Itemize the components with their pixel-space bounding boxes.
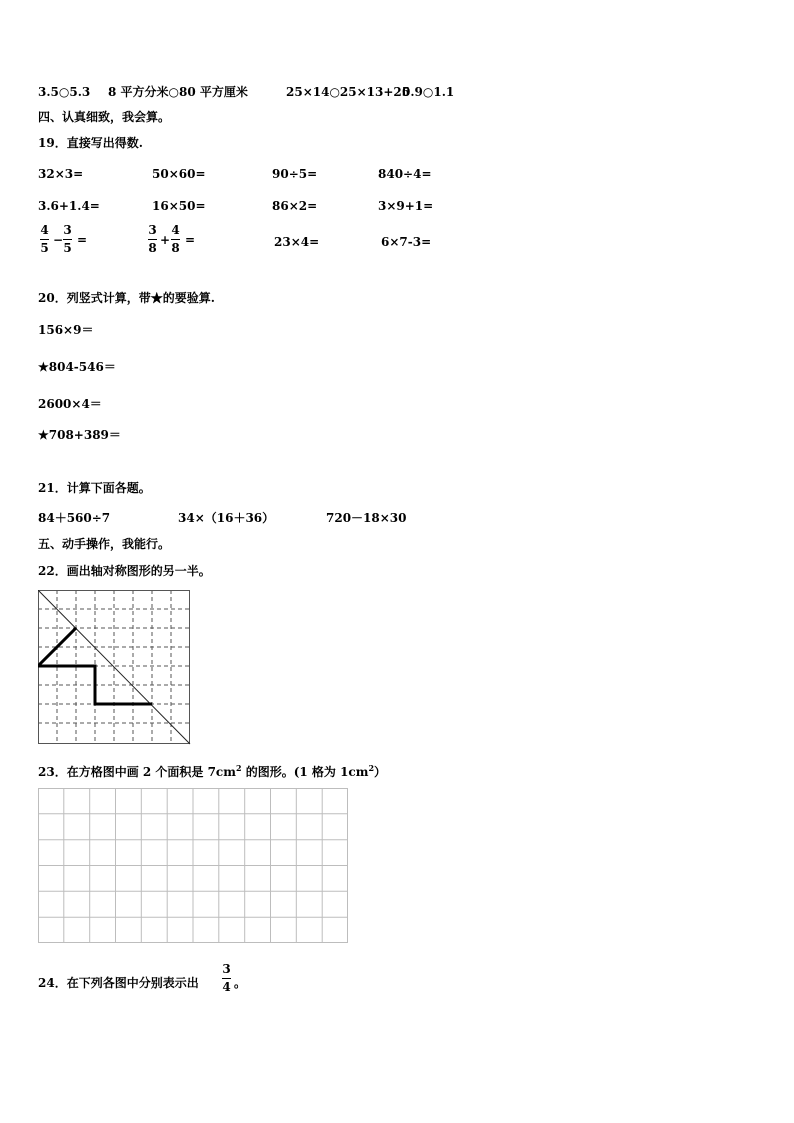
- q20-item-1: 156×9＝: [38, 323, 94, 337]
- q19-frac2-a: 3 8: [148, 223, 157, 255]
- q19-frac1-eq: =: [77, 233, 88, 247]
- compare-item-1: 3.5○5.3: [38, 85, 91, 99]
- q20-item-4: ★708+389＝: [38, 428, 121, 442]
- q19-r3-e4: 6×7-3=: [381, 235, 432, 249]
- q19-r1-e2: 50×60=: [152, 167, 206, 181]
- compare-item-2: 8 平方分米○80 平方厘米: [108, 85, 248, 99]
- q19-frac2-op: +: [160, 233, 171, 247]
- q19-r2-e1: 3.6+1.4=: [38, 199, 100, 213]
- q19-frac2-eq: =: [185, 233, 196, 247]
- q19-r3-e3: 23×4=: [274, 235, 320, 249]
- section-5-title: 五、动手操作，我能行。: [38, 537, 171, 551]
- q21-title: 21．计算下面各题。: [38, 481, 151, 495]
- q19-frac1-b: 3 5: [63, 223, 72, 255]
- compare-item-4: 0.9○1.1: [402, 85, 455, 99]
- q24-title-post: 。: [234, 976, 247, 990]
- q21-item-2: 34×（16＋36）: [178, 511, 275, 525]
- q19-frac2-b: 4 8: [171, 223, 180, 255]
- q23-square-grid: [38, 788, 350, 944]
- q19-r1-e1: 32×3=: [38, 167, 84, 181]
- compare-item-3: 25×14○25×13+25: [286, 85, 411, 99]
- q20-item-2: ★804-546＝: [38, 360, 116, 374]
- q24-title-pre: 24．在下列各图中分别表示出: [38, 976, 199, 990]
- q19-title: 19．直接写出得数.: [38, 136, 143, 150]
- q22-symmetry-grid: [38, 590, 192, 746]
- q19-r2-e2: 16×50=: [152, 199, 206, 213]
- q19-frac1-op: −: [53, 233, 64, 247]
- q20-item-3: 2600×4＝: [38, 397, 102, 411]
- q21-item-1: 84＋560÷7: [38, 511, 111, 525]
- q19-r2-e3: 86×2=: [272, 199, 318, 213]
- section-4-title: 四、认真细致，我会算。: [38, 110, 171, 124]
- q22-title: 22．画出轴对称图形的另一半。: [38, 564, 211, 578]
- q19-frac1-a: 4 5: [40, 223, 49, 255]
- q20-title: 20．列竖式计算，带★的要验算.: [38, 291, 215, 305]
- q19-r1-e3: 90÷5=: [272, 167, 318, 181]
- q24-fraction: 3 4: [222, 962, 231, 994]
- q23-title: 23．在方格图中画 2 个面积是 $7cm^2$ 的图形。(1 格为 $1cm^2$）: [38, 763, 387, 779]
- q19-r1-e4: 840÷4=: [378, 167, 432, 181]
- q21-item-3: 720－18×30: [326, 511, 407, 525]
- q19-r2-e4: 3×9+1=: [378, 199, 434, 213]
